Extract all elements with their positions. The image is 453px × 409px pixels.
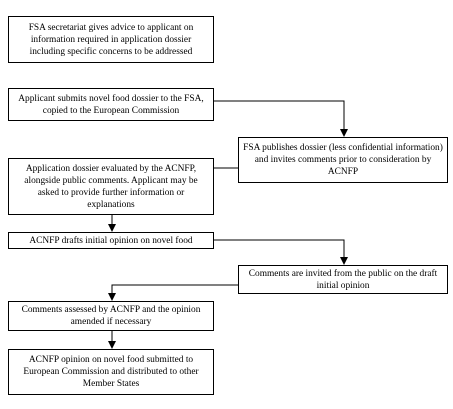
step-draft-opinion-text: ACNFP drafts initial opinion on novel food (29, 235, 193, 246)
step-comments-assessed-box (8, 301, 214, 331)
step-evaluation-text: Application dossier evaluated by the ACNFP, alongside public comments. Applicant may be asked to provide further information or explanations (24, 163, 198, 210)
step-comments-assessed-text: Comments assessed by ACNFP and the opinion amended if necessary (21, 305, 201, 327)
step-publish-dossier-text: FSA publishes dossier (less confidential information) and invites comments prior to consideration by ACNFP (243, 143, 443, 177)
step-submit-dossier-box (8, 88, 214, 121)
step-publish-dossier-box (238, 137, 448, 183)
step-final-opinion-text: ACNFP opinion on novel food submitted to European Commission and distributed to other Member States (23, 355, 199, 389)
step-public-comments-text: Comments are invited from the public on the draft initial opinion (248, 268, 438, 291)
step-evaluation-box (8, 158, 214, 215)
step-advice-box (8, 16, 214, 63)
step-draft-opinion-box (8, 232, 214, 249)
arrow-s2-to-s3 (214, 101, 344, 136)
step-public-comments-box (238, 265, 448, 294)
step-advice-text: FSA secretariat gives advice to applicant on information required in application dossier including specific concerns to be addressed (28, 22, 194, 57)
step-submit-dossier-text: Applicant submits novel food dossier to the FSA, copied to the European Commission (18, 93, 204, 116)
arrow-s5-to-s6 (214, 240, 344, 264)
step-final-opinion-box (8, 349, 214, 395)
arrow-s6-to-s7 (112, 285, 238, 300)
